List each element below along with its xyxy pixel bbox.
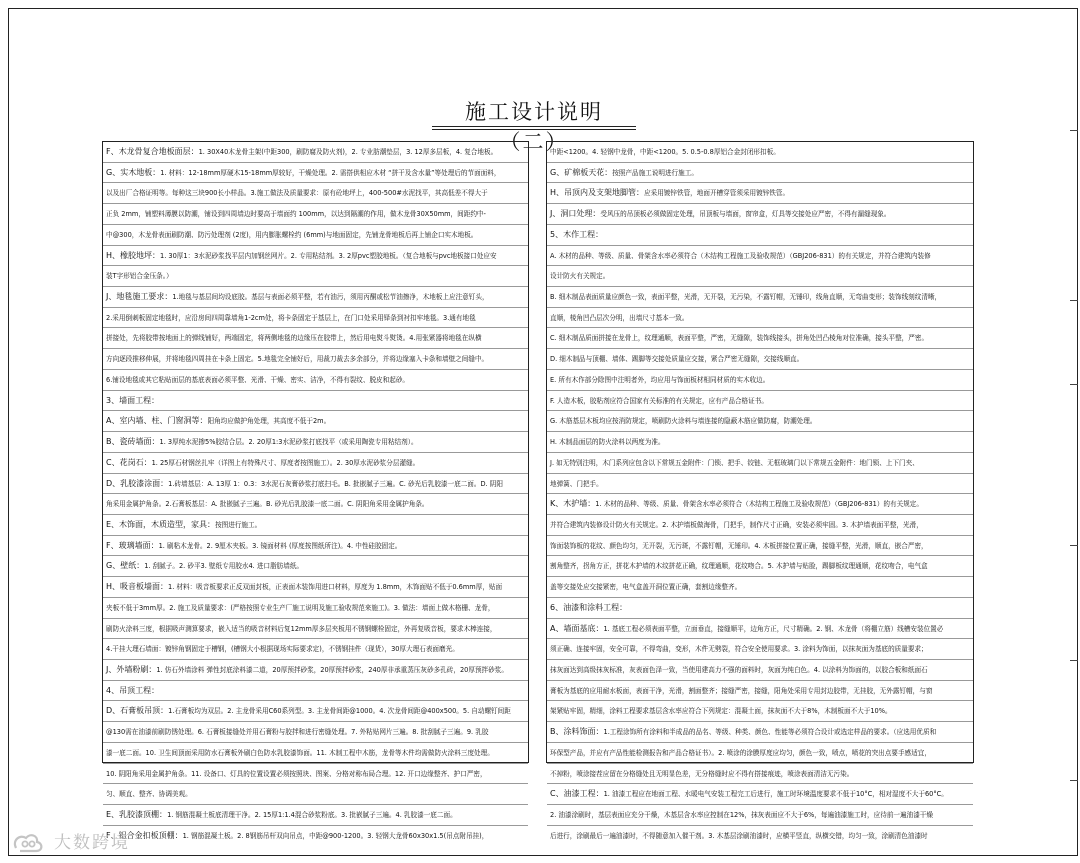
notes-text: 架紧贴牢固，精细，涂料工程要求基层含水率应符合下列规定：混凝土面，抹灰面不大于8%，木制板面不大于10%。 xyxy=(550,707,892,716)
section-heading: A、墙面基底： xyxy=(550,623,604,633)
notes-text: B. 细木制品表面质量应颜色一致，表面平整，光滑，无开裂，无污染，不露钉帽，无锤印，线角直顺，无弯曲变形；装饰线刻纹清晰， xyxy=(550,293,942,302)
notes-line xyxy=(103,246,528,267)
notes-text: F. 人造木板，胶粘剂应符合国家有关标准的有关规定，应有产品合格证书。 xyxy=(550,396,768,405)
notes-text: 地弹簧、门把手。 xyxy=(550,479,603,488)
section-heading: E、木饰面，木质造型，家具： xyxy=(106,519,216,529)
notes-line xyxy=(103,494,528,515)
notes-line xyxy=(547,598,973,619)
notes-text: 方向逐段推移伸展，并将地毯四周挂在卡条上固定。5.地毯完全铺好后，用裁刀裁去多余部分，并将边缘塞入卡条和墙壁之间缝中。 xyxy=(106,355,489,364)
notes-text: 应采用镀锌铁管，地面开槽穿管须采用镀锌铁管。 xyxy=(644,189,790,198)
notes-line xyxy=(547,328,973,349)
notes-text: 1. 材料：吸音板要求正反双面封板，正表面木装饰用进口材料，厚度为 1.8mm，木饰面贴不低于0.6mm厚，贴面 xyxy=(168,583,503,592)
notes-line xyxy=(547,349,973,370)
notes-text: 角采用金属护角条。2.石膏板基层：A. 批嵌腻子三遍。B. 砂光后乳胶漆一底二面。C. 阴阳角采用金属护角条。 xyxy=(106,500,429,509)
notes-line xyxy=(547,246,973,267)
notes-text: 按图进行施工。 xyxy=(215,520,262,529)
notes-text: 6.铺设地毯或其它粘贴面层的基底表面必须平整、光滑、干燥、密实、洁净，不得有裂纹、脱皮和起砂。 xyxy=(106,375,410,384)
title-block-tick xyxy=(1070,384,1078,385)
notes-line xyxy=(547,474,973,495)
notes-line xyxy=(547,432,973,453)
section-heading: J、洞口处理： xyxy=(550,209,601,219)
notes-line xyxy=(547,370,973,391)
section-heading: D、石膏板吊顶： xyxy=(106,706,169,716)
notes-line xyxy=(547,577,973,598)
notes-text: 1. 3厚纯水泥掺5%胶结合层。2. 20厚1:3水泥砂浆打底找平（或采用陶瓷专用粘结剂）。 xyxy=(159,438,418,447)
notes-line xyxy=(103,204,528,225)
section-heading: G、矿棉板天花： xyxy=(550,167,613,177)
notes-line xyxy=(547,743,973,764)
notes-text: D. 细木制品与顶棚、墙体、踢脚等交接处质量应交接，紧合严密无缝隙，交接线顺直。 xyxy=(550,355,804,364)
notes-text: 1. 基底工程必须表面平整，立面垂直，接缝顺平，边角方正，尺寸精确。2. 钢、木龙骨（将棚立筋）线槽安装位置必 xyxy=(603,624,944,633)
notes-line xyxy=(547,764,973,785)
title-underline xyxy=(432,126,636,127)
notes-text: 2.采用倒刺板固定地毯时，应沿房间四周靠墙角1-2cm处，将卡条固定于基层上，在门口处采用铎条到衬扣牢地毯。3.通有地毯 xyxy=(106,313,476,322)
notes-line xyxy=(103,826,528,847)
notes-text: @130需在油漆前刷防锈处理。6. 石膏板接缝处并用石膏粉与胶拌和进行密缝处理。7. 外粘贴网片三遍。8. 批刮腻子三遍。9. 乳胶 xyxy=(106,728,489,737)
notes-text: 10. 阴阳角采用金属护角条。11. 设备口、灯具的位置设置必须按照块、图案、分格对称布局合理。12. 开口边缘整齐、护口严密， xyxy=(106,769,487,778)
section-heading: F、木龙骨复合地板面层： xyxy=(106,147,199,156)
notes-line xyxy=(547,805,973,826)
notes-text: 1. 30厚1：3水泥砂浆找平层内加钢丝网片。2. 专用粘结剂。3. 2厚pvc塑胶地板。（复合地板与pvc地板接口处应安 xyxy=(160,251,497,260)
notes-text: 夹板不低于3mm厚。2. 施工及质量要求：(严格按照专业生产厂施工说明及施工验收规范来施工)。3. 做法：墙面上做木格栅、龙骨， xyxy=(106,603,495,612)
section-heading: B、瓷砖墙面： xyxy=(106,437,160,447)
notes-line xyxy=(103,328,528,349)
section-heading: A、室内墙、柱、门窗洞等： xyxy=(106,416,208,426)
notes-line xyxy=(547,619,973,640)
notes-text: 1.砖墙基层：A. 13厚 1：0.3：3水泥石灰膏砂浆打底扫毛。B. 批嵌腻子三遍。C. 砂光后乳胶漆一底二面。D. 阴阳 xyxy=(168,479,503,488)
watermark-logo-icon xyxy=(10,830,50,856)
section-heading: 3、墙面工程： xyxy=(106,395,160,405)
notes-text: 1.地毯与基层间均设底胶。基层与表面必须平整，若有油污，须用丙酮或松节油擦净，木地板上应注意钉头， xyxy=(172,293,489,302)
section-heading: E、乳胶漆顶棚： xyxy=(106,810,168,819)
notes-line xyxy=(547,266,973,287)
notes-line xyxy=(547,225,973,246)
notes-text: 须正确、连接牢固，安全可靠，不得弯曲，变形，木件无劈裂，符合安全使用要求。3. 涂料为饰面，以抹灰面为基底的质量要求； xyxy=(550,645,928,654)
section-heading: G、实木地板： xyxy=(106,167,161,177)
notes-text: 不掉粉，喷涂接茬应留在分格缝处且无明显色差，无分格缝时应不得有搭接痕迹，喷涂表面清洁无污染。 xyxy=(550,769,854,778)
notes-text: 漆一底二面。10. 卫生间顶面采用防水石膏板外刷白色防水乳胶漆饰面。11. 木制工程中木筋，龙骨等木件均需做防火涂料三度处理。 xyxy=(106,748,494,757)
notes-text: E. 所有木作部分除图中注明者外，均应用与饰面板材相同材质的实木收边。 xyxy=(550,375,770,384)
title-block-tick xyxy=(1070,780,1078,781)
notes-line xyxy=(103,764,528,785)
notes-text: H. 木制品面层的防火涂料以两度为准。 xyxy=(550,438,665,447)
notes-text: 抹灰面达到高级抹灰标准，灰表面色泽一致，当使用建高力不强的面料时，灰面为纯白色。4. 以涂料为饰面的，以胶合板和纸面石 xyxy=(550,665,928,674)
watermark-text: 大数跨境 xyxy=(54,833,130,853)
notes-line xyxy=(103,474,528,495)
notes-text: 1. 材料：12-18mm厚硬木15-18mm厚较好，干燥处理。2. 需搭供相应木材 “拼干及含水量”等处理后的节面面料， xyxy=(160,168,501,177)
notes-line xyxy=(103,681,528,702)
notes-text: 以及出厂合格证明等。每种这三块900长小样品。3.施工做法及质量要求：原有砼地坪上，400-500#水泥找平，其高低差不得大于 xyxy=(106,189,488,198)
notes-line xyxy=(103,391,528,412)
notes-text: 膏板为基底的应用耐水板面，表面干净，光滑，割面整齐；接缝严密，接缝，阳角处采用专用封边胶带，无挂胶，无外露钉帽，与窗 xyxy=(550,686,933,695)
section-heading: F、玻璃墙面： xyxy=(106,540,159,550)
notes-text: 受风压的吊顶板必须做固定处理，吊顶板与墙面，窗帘盒，灯具等交接处应严密，不得有漏缝现象。 xyxy=(600,210,891,219)
notes-line xyxy=(103,515,528,536)
notes-text: 1. 刷粘木龙骨。2. 9厘木夹板。3. 镜面材料 (厚度按图纸所注)。4. 中性硅胶固定。 xyxy=(158,541,402,550)
notes-column-left xyxy=(102,141,529,840)
notes-text: 2. 油漆涂刷时，基层表面应充分干燥，木基层含水率应控制在12%，抹灰表面应不大于6%，每遍油漆施工时，应待前一遍油漆干燥 xyxy=(550,811,933,819)
page-title: 施工设计说明（二） xyxy=(465,100,603,154)
notes-line xyxy=(103,722,528,743)
notes-text: 刷防火涂料三度，根据吸声测算要求，嵌入适当的吸音材料后复12mm厚多层夹板用不锈钢螺栓固定，外再复吸音板，要求木棒连接， xyxy=(106,624,497,633)
notes-line xyxy=(103,183,528,204)
notes-line xyxy=(103,411,528,432)
notes-text: 匀、顺直、整齐、协调美观。 xyxy=(106,790,192,799)
notes-column-right xyxy=(546,141,974,840)
notes-line xyxy=(547,411,973,432)
section-heading: H、橡胶地坪： xyxy=(106,250,161,260)
notes-line xyxy=(547,784,973,805)
notes-text: 正负 2mm，铺塑料薄膜以防潮，铺设到四周墙边时要高于墙面约 100mm，以达到隔潮的作用，做木龙骨30X50mm，间距约中- xyxy=(106,210,486,219)
notes-line xyxy=(103,639,528,660)
notes-line xyxy=(547,453,973,474)
notes-text: 饰面装饰板的花纹、颜色均匀，无开裂，无污斑，不露钉帽，无锤印。4. 木板拼接位置正确，接缝平整，光滑，顺直，嵌合严密， xyxy=(550,541,928,550)
section-heading: D、乳胶漆涂面： xyxy=(106,478,169,488)
notes-line xyxy=(103,805,528,826)
notes-line xyxy=(547,639,973,660)
title-block-tick xyxy=(1070,545,1078,546)
notes-text: J. 如无特别注明，木门系列应包含以下常规五金附件：门锁、把手、铰链、无框玻璃门以下常规五金附件：地门锁、上下门夹、 xyxy=(550,458,919,467)
notes-text: 拼接处，先将胶带按地面上的弹线铺好，两端固定，将两侧地毯的边缘压在胶带上，然后用电熨斗熨烫。4.用张紧器将地毯在纵横 xyxy=(106,334,482,343)
notes-text: 并符合建筑内装修设计防火有关规定。2. 木护墙板做海骨，门把手，制作尺寸正确，安装必须牢固。3. 木护墙表面平整，光滑， xyxy=(550,520,923,529)
notes-line xyxy=(103,432,528,453)
notes-text: 1. 刮腻子。2. 砂平3. 壁纸专用胶水4. 进口脂肪墙纸。 xyxy=(144,562,304,571)
notes-line xyxy=(103,660,528,681)
notes-line xyxy=(547,142,973,163)
title-block-tick xyxy=(1070,660,1078,661)
notes-text: 后进行，涂刷最后一遍油漆时，不得随意加入催干剂。3. 木基层涂刷油漆时，应横平竖直，纵横交错，均匀一致，涂刷清色油漆时 xyxy=(550,831,928,840)
notes-line xyxy=(103,370,528,391)
notes-line xyxy=(547,391,973,412)
notes-line xyxy=(103,598,528,619)
section-heading: C、油漆工程： xyxy=(550,789,604,799)
notes-line xyxy=(547,681,973,702)
notes-text: 中距<1200。4. 轻钢中龙骨，中距<1200。5. 0.5-0.8厚铝合金封闭形扣板。 xyxy=(550,148,780,156)
notes-line xyxy=(547,536,973,557)
section-heading: H、吸音板墙面： xyxy=(106,582,169,592)
notes-text: 环保型产品，并应有产品性能检测报告和产品合格证书）。2. 喷涂的涂膜厚度应均匀，颜色一致，喷点，喷花的突出点要手感适宜， xyxy=(550,748,931,757)
notes-text: 1. 25厚石材钢丝扎牢（详图上有特殊尺寸、厚度者按图施工）。2. 30厚水泥砂浆分层灌缝。 xyxy=(151,458,420,467)
notes-line xyxy=(103,577,528,598)
notes-line xyxy=(547,204,973,225)
notes-line xyxy=(103,701,528,722)
notes-line xyxy=(547,556,973,577)
notes-line xyxy=(103,142,528,163)
title-block-tick xyxy=(1070,130,1078,131)
notes-line xyxy=(547,515,973,536)
notes-text: 中@300，木龙骨表面刷防潮、防污处理剂 (2度)，用内膨胀螺栓约 (6mm)与地面固定，先铺龙骨地板后再上铺企口实木地板。 xyxy=(106,230,478,239)
notes-text: 按照产品施工说明进行施工。 xyxy=(612,168,698,177)
section-heading: F、铝合金扣板顶棚： xyxy=(106,830,183,840)
notes-line xyxy=(103,225,528,246)
notes-text: G. 木筋基层木板均应按消防规定，喷刷防火涂料与墙连接的隐蔽木筋应做防腐，防潮处理。 xyxy=(550,417,817,426)
section-heading: C、花岗石： xyxy=(106,457,152,467)
notes-line xyxy=(103,556,528,577)
notes-line xyxy=(103,453,528,474)
notes-line xyxy=(103,619,528,640)
notes-text: 装T字形铝合金压条。） xyxy=(106,272,173,281)
section-heading: G、壁纸： xyxy=(106,561,145,571)
notes-text: 盖等交接处应交接紧密，电气盒盖开洞位置正确，套割边缘整齐。 xyxy=(550,583,742,592)
notes-line xyxy=(547,287,973,308)
notes-text: 1. 钢筋混凝土板。2. 8钢筋吊杆双向吊点，中距@900-1200。3. 轻钢大龙骨60x30x1.5(吊点附吊挂)， xyxy=(182,831,489,840)
section-heading: B、涂料饰面： xyxy=(550,727,604,737)
section-heading: H、吊顶内及支架地脚管： xyxy=(550,188,645,198)
notes-line xyxy=(103,349,528,370)
notes-text: 1. 木材的品种、等级、质量、骨架含水率必须符合（木结构工程施工及验收规范）（GBJ206-831）的有关规定。 xyxy=(595,500,923,509)
notes-line xyxy=(103,163,528,184)
section-heading: K、木护墙： xyxy=(550,499,596,509)
notes-line xyxy=(547,826,973,847)
notes-line xyxy=(547,163,973,184)
notes-text: 割角整齐，拐角方正，拼花木护墙的木纹拼花正确，纹理通顺，花纹吻合。5. 木护墙与贴脸，踢脚板纹理通顺，花纹吻合，电气盒 xyxy=(550,562,928,571)
notes-line xyxy=(103,743,528,764)
notes-line xyxy=(103,287,528,308)
notes-line xyxy=(547,494,973,515)
section-heading: 6、油漆和涂料工程： xyxy=(550,602,628,612)
notes-text: C. 细木制品质面拼接在龙骨上，纹理通顺，表面平整，严密，无缝隙，装饰线接头，拼角处凹凸棱角对位准确，接头平整，严密。 xyxy=(550,334,929,343)
notes-text: 1. 油漆工程应在地面工程、水暖电气安装工程完工后进行，施工时环境温度要求不低于10°C，相对湿度不大于60°C。 xyxy=(603,790,948,799)
section-heading: J、外墙粉刷： xyxy=(106,664,157,674)
notes-text: 直顺，棱角凹凸层次分明，出墙尺寸基本一致。 xyxy=(550,313,689,322)
notes-text: 4.干挂大理石墙面：镀锌角钢固定于槽钢，(槽钢大小根据现场实际要求定)，不锈钢挂件（现货），30厚大理石表面磨光。 xyxy=(106,645,459,654)
section-heading: 4、吊顶工程： xyxy=(106,685,160,695)
notes-line xyxy=(547,722,973,743)
notes-line xyxy=(103,266,528,287)
title-block-tick xyxy=(1070,300,1078,301)
notes-text: A. 木材的品种、等级、质量、骨架含水率必须符合（木结构工程施工及验收规范）（GBJ206-831）的有关规定，并符合建筑内装修 xyxy=(550,251,931,260)
notes-text: 设计防火有关规定。 xyxy=(550,272,610,281)
title-underline xyxy=(432,129,636,130)
notes-text: 1. 钢筋混凝土板底清理干净。2. 15厚1:1.4混合砂浆粉底。3. 批嵌腻子三遍。4. 乳胶漆一底二面。 xyxy=(167,811,457,819)
section-heading: 5、木作工程： xyxy=(550,229,604,239)
notes-line xyxy=(547,660,973,681)
notes-line xyxy=(547,701,973,722)
notes-text: 1.工程涂饰所有涂料和半成品的品名、等级、种类、颜色、性能等必须符合设计或选定样品的要求。（应选用优质和 xyxy=(603,728,937,737)
notes-text: 阳角均应做护角处理，其高度不低于2m。 xyxy=(207,417,331,426)
notes-text: 1. 仿石外墙涂料 弹性封底涂料漆二道，20厚预拌砂浆，20厚预拌砂浆，240厚非承重蒸压灰砂多孔砖，20厚预拌砂浆。 xyxy=(156,665,508,674)
notes-line xyxy=(103,308,528,329)
notes-line xyxy=(547,308,973,329)
notes-line xyxy=(547,183,973,204)
section-heading: J、地毯施工要求： xyxy=(106,292,173,302)
notes-text: 1. 30X40木龙骨主架(中距300，刷防腐及防火剂)，2. 专业肪潮垫层，3. 12厚多层板，4. 复合地板。 xyxy=(198,148,498,156)
notes-line xyxy=(103,784,528,805)
notes-text: 1.石膏板均为双层。2. 主龙骨采用C60系列型。3. 主龙骨间距@1000。4. 次龙骨间距@400x500。5. 自动螺钉间距 xyxy=(168,707,511,716)
notes-line xyxy=(103,536,528,557)
